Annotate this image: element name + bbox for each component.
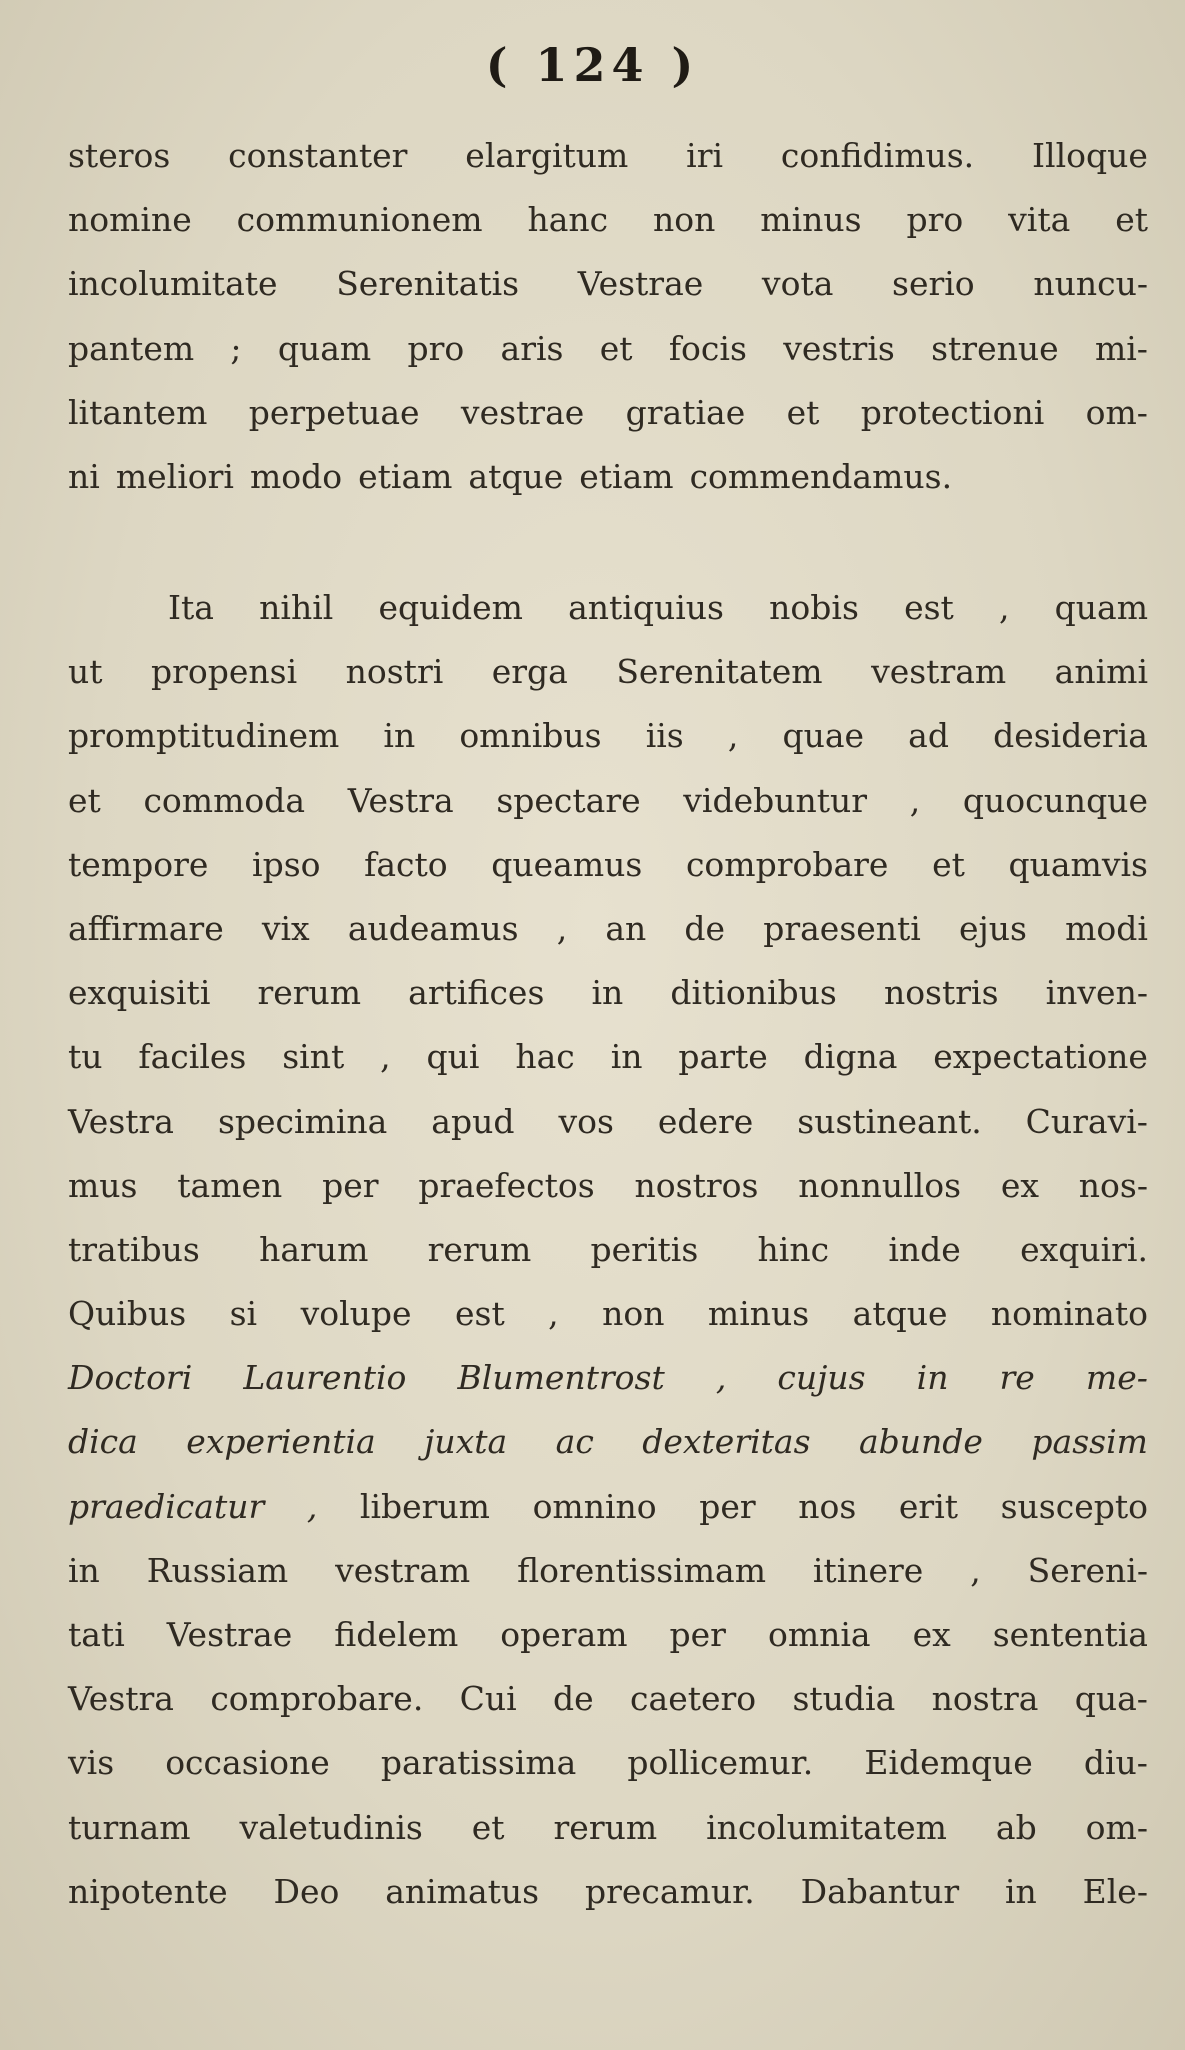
word: Blumentrost xyxy=(457,1358,665,1398)
word: dica xyxy=(68,1422,138,1462)
word: commoda xyxy=(143,780,306,820)
word: Vestra xyxy=(347,780,454,820)
word: promptitudinem xyxy=(68,716,340,756)
word: volupe xyxy=(300,1294,412,1334)
word: et xyxy=(599,328,633,368)
word: ni xyxy=(68,456,100,496)
word: florentissimam xyxy=(517,1550,766,1590)
word: om- xyxy=(1085,1807,1148,1847)
word: elargitum xyxy=(465,136,629,175)
word: focis xyxy=(668,328,747,368)
word: praedicatur xyxy=(68,1486,265,1526)
word: pro xyxy=(906,200,964,240)
word: et xyxy=(786,392,820,432)
word: suscepto xyxy=(1000,1486,1148,1526)
word: spectare xyxy=(496,780,641,820)
word: Dabantur xyxy=(800,1871,960,1911)
word: inde xyxy=(888,1229,961,1269)
word: incolumitatem xyxy=(706,1807,947,1847)
word: de xyxy=(684,908,726,948)
word: vos xyxy=(558,1101,614,1141)
word: facto xyxy=(364,844,448,884)
word: in xyxy=(916,1358,949,1398)
word: an xyxy=(605,908,647,948)
word: studia xyxy=(792,1679,896,1719)
word: nonnullos xyxy=(798,1165,962,1205)
text-line xyxy=(68,1551,1148,1615)
word: hinc xyxy=(757,1229,830,1269)
text-line xyxy=(68,1166,1148,1230)
word: in xyxy=(1004,1871,1037,1911)
word: artifices xyxy=(408,973,545,1013)
word: ac xyxy=(555,1422,594,1462)
text-line xyxy=(68,1679,1148,1743)
word: valetudinis xyxy=(239,1807,423,1847)
word: ejus xyxy=(959,908,1027,948)
word: praesenti xyxy=(763,908,921,948)
text-line xyxy=(68,136,1148,200)
word: turnam xyxy=(68,1807,191,1847)
word: gratiae xyxy=(625,392,746,432)
word: comprobare xyxy=(685,844,889,884)
text-line xyxy=(68,457,1148,521)
word: rerum xyxy=(427,1229,532,1269)
word: Curavi- xyxy=(1025,1101,1148,1141)
word: in xyxy=(591,973,624,1013)
word: constanter xyxy=(228,136,408,175)
text-line xyxy=(68,1743,1148,1807)
word: tratibus xyxy=(68,1229,200,1269)
word: nipotente xyxy=(68,1871,228,1911)
word: minus xyxy=(760,200,862,240)
paragraph-2 xyxy=(68,588,1148,1936)
word: in xyxy=(610,1037,643,1077)
text-line xyxy=(68,1102,1148,1166)
word: non xyxy=(602,1294,665,1334)
text-line xyxy=(68,909,1148,973)
word: nobis xyxy=(769,588,859,627)
word: omnino xyxy=(532,1486,657,1526)
word: digna xyxy=(803,1037,898,1077)
word: incolumitate xyxy=(68,264,278,304)
word: nihil xyxy=(259,588,334,627)
word: tu xyxy=(68,1037,103,1077)
word: Cui xyxy=(459,1679,517,1719)
word: propensi xyxy=(150,652,298,692)
text-line xyxy=(68,716,1148,780)
word: Sereni- xyxy=(1027,1550,1148,1590)
word: queamus xyxy=(491,844,643,884)
word: Serenitatem xyxy=(616,652,823,692)
word: Vestrae xyxy=(166,1615,293,1654)
text-line xyxy=(68,393,1148,457)
word: litantem xyxy=(68,392,208,432)
text-line xyxy=(68,1294,1148,1358)
word: peritis xyxy=(590,1229,699,1269)
word: serio xyxy=(892,264,975,304)
word: juxta xyxy=(424,1422,508,1462)
word: experientia xyxy=(186,1422,376,1462)
word: , xyxy=(715,1358,727,1398)
text-line xyxy=(68,1487,1148,1551)
word: qua- xyxy=(1074,1679,1148,1719)
word: quam xyxy=(1054,588,1148,627)
word: expectatione xyxy=(933,1037,1148,1077)
word: nuncu- xyxy=(1033,264,1148,304)
word: protectioni xyxy=(860,392,1045,432)
word: tati xyxy=(68,1615,125,1654)
word: mi- xyxy=(1094,328,1148,368)
word: , xyxy=(556,908,568,948)
text-line xyxy=(68,200,1148,264)
word: modo xyxy=(249,456,343,496)
word: si xyxy=(229,1294,258,1334)
word: videbuntur xyxy=(683,780,868,820)
text-line xyxy=(68,652,1148,716)
word: iis xyxy=(645,716,684,756)
word: passim xyxy=(1031,1422,1148,1462)
word: pro xyxy=(407,328,465,368)
word: fidelem xyxy=(334,1615,459,1654)
word: et xyxy=(1115,200,1148,240)
text-line xyxy=(68,781,1148,845)
word: ipso xyxy=(252,844,321,884)
word: qui xyxy=(426,1037,480,1077)
word: pollicemur. xyxy=(627,1743,814,1783)
word: inven- xyxy=(1045,973,1148,1013)
word: modi xyxy=(1065,908,1148,948)
word: ab xyxy=(995,1807,1037,1847)
word: rerum xyxy=(553,1807,658,1847)
word: me- xyxy=(1085,1358,1148,1398)
word: comprobare. xyxy=(210,1679,424,1719)
word: exquiri. xyxy=(1020,1229,1148,1269)
word: ut xyxy=(68,652,103,692)
text-line xyxy=(68,588,1148,652)
word: aris xyxy=(500,328,564,368)
word: commendamus. xyxy=(689,456,953,496)
word: communionem xyxy=(236,200,483,240)
text-line xyxy=(68,845,1148,909)
word: nostra xyxy=(931,1679,1039,1719)
word: sint xyxy=(282,1037,345,1077)
word: vestram xyxy=(335,1550,471,1590)
word: sententia xyxy=(992,1615,1148,1654)
text-line xyxy=(68,1422,1148,1486)
word: nostros xyxy=(634,1165,759,1205)
word: per xyxy=(699,1486,756,1526)
word: Quibus xyxy=(68,1294,187,1334)
word: Russiam xyxy=(146,1550,289,1590)
word: Vestra xyxy=(68,1101,174,1141)
word: minus xyxy=(707,1294,810,1334)
word: nomine xyxy=(68,200,192,240)
word: etiam xyxy=(358,456,453,496)
word: vis xyxy=(68,1743,115,1783)
word: iri xyxy=(686,136,724,175)
word: vix xyxy=(261,908,310,948)
word: confidimus. xyxy=(780,136,975,175)
word: de xyxy=(553,1679,594,1719)
word: specimina xyxy=(217,1101,388,1141)
word: re xyxy=(999,1358,1035,1398)
word: nostri xyxy=(345,652,444,692)
word: abunde xyxy=(858,1422,983,1462)
word: ex xyxy=(912,1615,951,1654)
word: omnia xyxy=(767,1615,871,1654)
word: praefectos xyxy=(418,1165,595,1205)
word: non xyxy=(653,200,716,240)
word: atque xyxy=(468,456,564,496)
word: animatus xyxy=(385,1871,540,1911)
word: antiquius xyxy=(568,588,724,627)
text-line xyxy=(68,329,1148,393)
word: Vestra xyxy=(68,1679,174,1719)
word: et xyxy=(932,844,965,884)
word: vestram xyxy=(871,652,1007,692)
word: animi xyxy=(1054,652,1148,692)
word: dexteritas xyxy=(642,1422,811,1462)
word: Eidemque xyxy=(864,1743,1033,1783)
word: operam xyxy=(500,1615,628,1654)
word: precamur. xyxy=(584,1871,755,1911)
word: hac xyxy=(515,1037,575,1077)
word: Vestrae xyxy=(577,264,704,304)
word: quam xyxy=(277,328,372,368)
word: perpetuae xyxy=(248,392,420,432)
word: Ita xyxy=(168,588,214,627)
word: equidem xyxy=(378,588,523,627)
text-line xyxy=(68,973,1148,1037)
word: in xyxy=(383,716,416,756)
word: exquisiti xyxy=(68,973,211,1013)
word: harum xyxy=(259,1229,369,1269)
word: Deo xyxy=(273,1871,340,1911)
word: rerum xyxy=(257,973,362,1013)
word: steros xyxy=(68,136,171,175)
word: , xyxy=(998,588,1010,627)
word: nos- xyxy=(1078,1165,1148,1205)
word: , xyxy=(727,716,739,756)
word: ditionibus xyxy=(670,973,837,1013)
word: caetero xyxy=(630,1679,757,1719)
word: affirmare xyxy=(68,908,224,948)
word: mus xyxy=(68,1165,138,1205)
word: cujus xyxy=(777,1358,866,1398)
word: per xyxy=(322,1165,379,1205)
word: ex xyxy=(1000,1165,1039,1205)
word: apud xyxy=(431,1101,515,1141)
word: est xyxy=(454,1294,505,1334)
word: hanc xyxy=(527,200,609,240)
word: Laurentio xyxy=(243,1358,407,1398)
word: desideria xyxy=(993,716,1148,756)
word: tempore xyxy=(68,844,209,884)
word: per xyxy=(669,1615,726,1654)
word: Ele- xyxy=(1082,1871,1148,1911)
word: ; xyxy=(230,328,242,368)
word: edere xyxy=(657,1101,754,1141)
text-line xyxy=(68,1808,1148,1872)
word: quocunque xyxy=(962,780,1148,820)
word: Illoque xyxy=(1032,136,1148,175)
word: vita xyxy=(1008,200,1071,240)
word: audeamus xyxy=(347,908,519,948)
word: quae xyxy=(782,716,865,756)
word: nominato xyxy=(990,1294,1148,1334)
word: erit xyxy=(898,1486,959,1526)
word: sustineant. xyxy=(797,1101,982,1141)
word: liberum xyxy=(359,1486,490,1526)
text-line xyxy=(68,264,1148,328)
word: tamen xyxy=(177,1165,283,1205)
word: meliori xyxy=(115,456,234,496)
word: vestrae xyxy=(460,392,585,432)
word: quamvis xyxy=(1008,844,1148,884)
text-line xyxy=(68,1872,1148,1936)
word: et xyxy=(68,780,101,820)
word: , xyxy=(306,1486,318,1526)
word: Doctori xyxy=(68,1358,193,1398)
word: , xyxy=(380,1037,391,1077)
word: erga xyxy=(491,652,568,692)
text-line xyxy=(68,1615,1148,1679)
word: om- xyxy=(1085,392,1148,432)
word: occasione xyxy=(165,1743,330,1783)
word: , xyxy=(548,1294,559,1334)
word: faciles xyxy=(138,1037,247,1077)
paragraph-1 xyxy=(68,136,1148,521)
word: omnibus xyxy=(459,716,602,756)
word: nostris xyxy=(883,973,999,1013)
text-line xyxy=(68,1358,1148,1422)
word: Serenitatis xyxy=(336,264,520,304)
word: et xyxy=(471,1807,505,1847)
word: diu- xyxy=(1083,1743,1148,1783)
page-number: ( 124 ) xyxy=(485,38,700,92)
word: nos xyxy=(798,1486,857,1526)
word: ad xyxy=(908,716,949,756)
word: , xyxy=(909,780,921,820)
word: parte xyxy=(678,1037,768,1077)
word: in xyxy=(68,1550,100,1590)
word: itinere xyxy=(812,1550,924,1590)
text-line xyxy=(68,1230,1148,1294)
word: paratissima xyxy=(380,1743,577,1783)
word: strenue xyxy=(931,328,1059,368)
text-line xyxy=(68,1037,1148,1101)
word: vota xyxy=(761,264,834,304)
word: pantem xyxy=(68,328,195,368)
word: etiam xyxy=(579,456,674,496)
word: est xyxy=(904,588,954,627)
word: , xyxy=(970,1550,981,1590)
word: vestris xyxy=(783,328,895,368)
word: atque xyxy=(852,1294,948,1334)
